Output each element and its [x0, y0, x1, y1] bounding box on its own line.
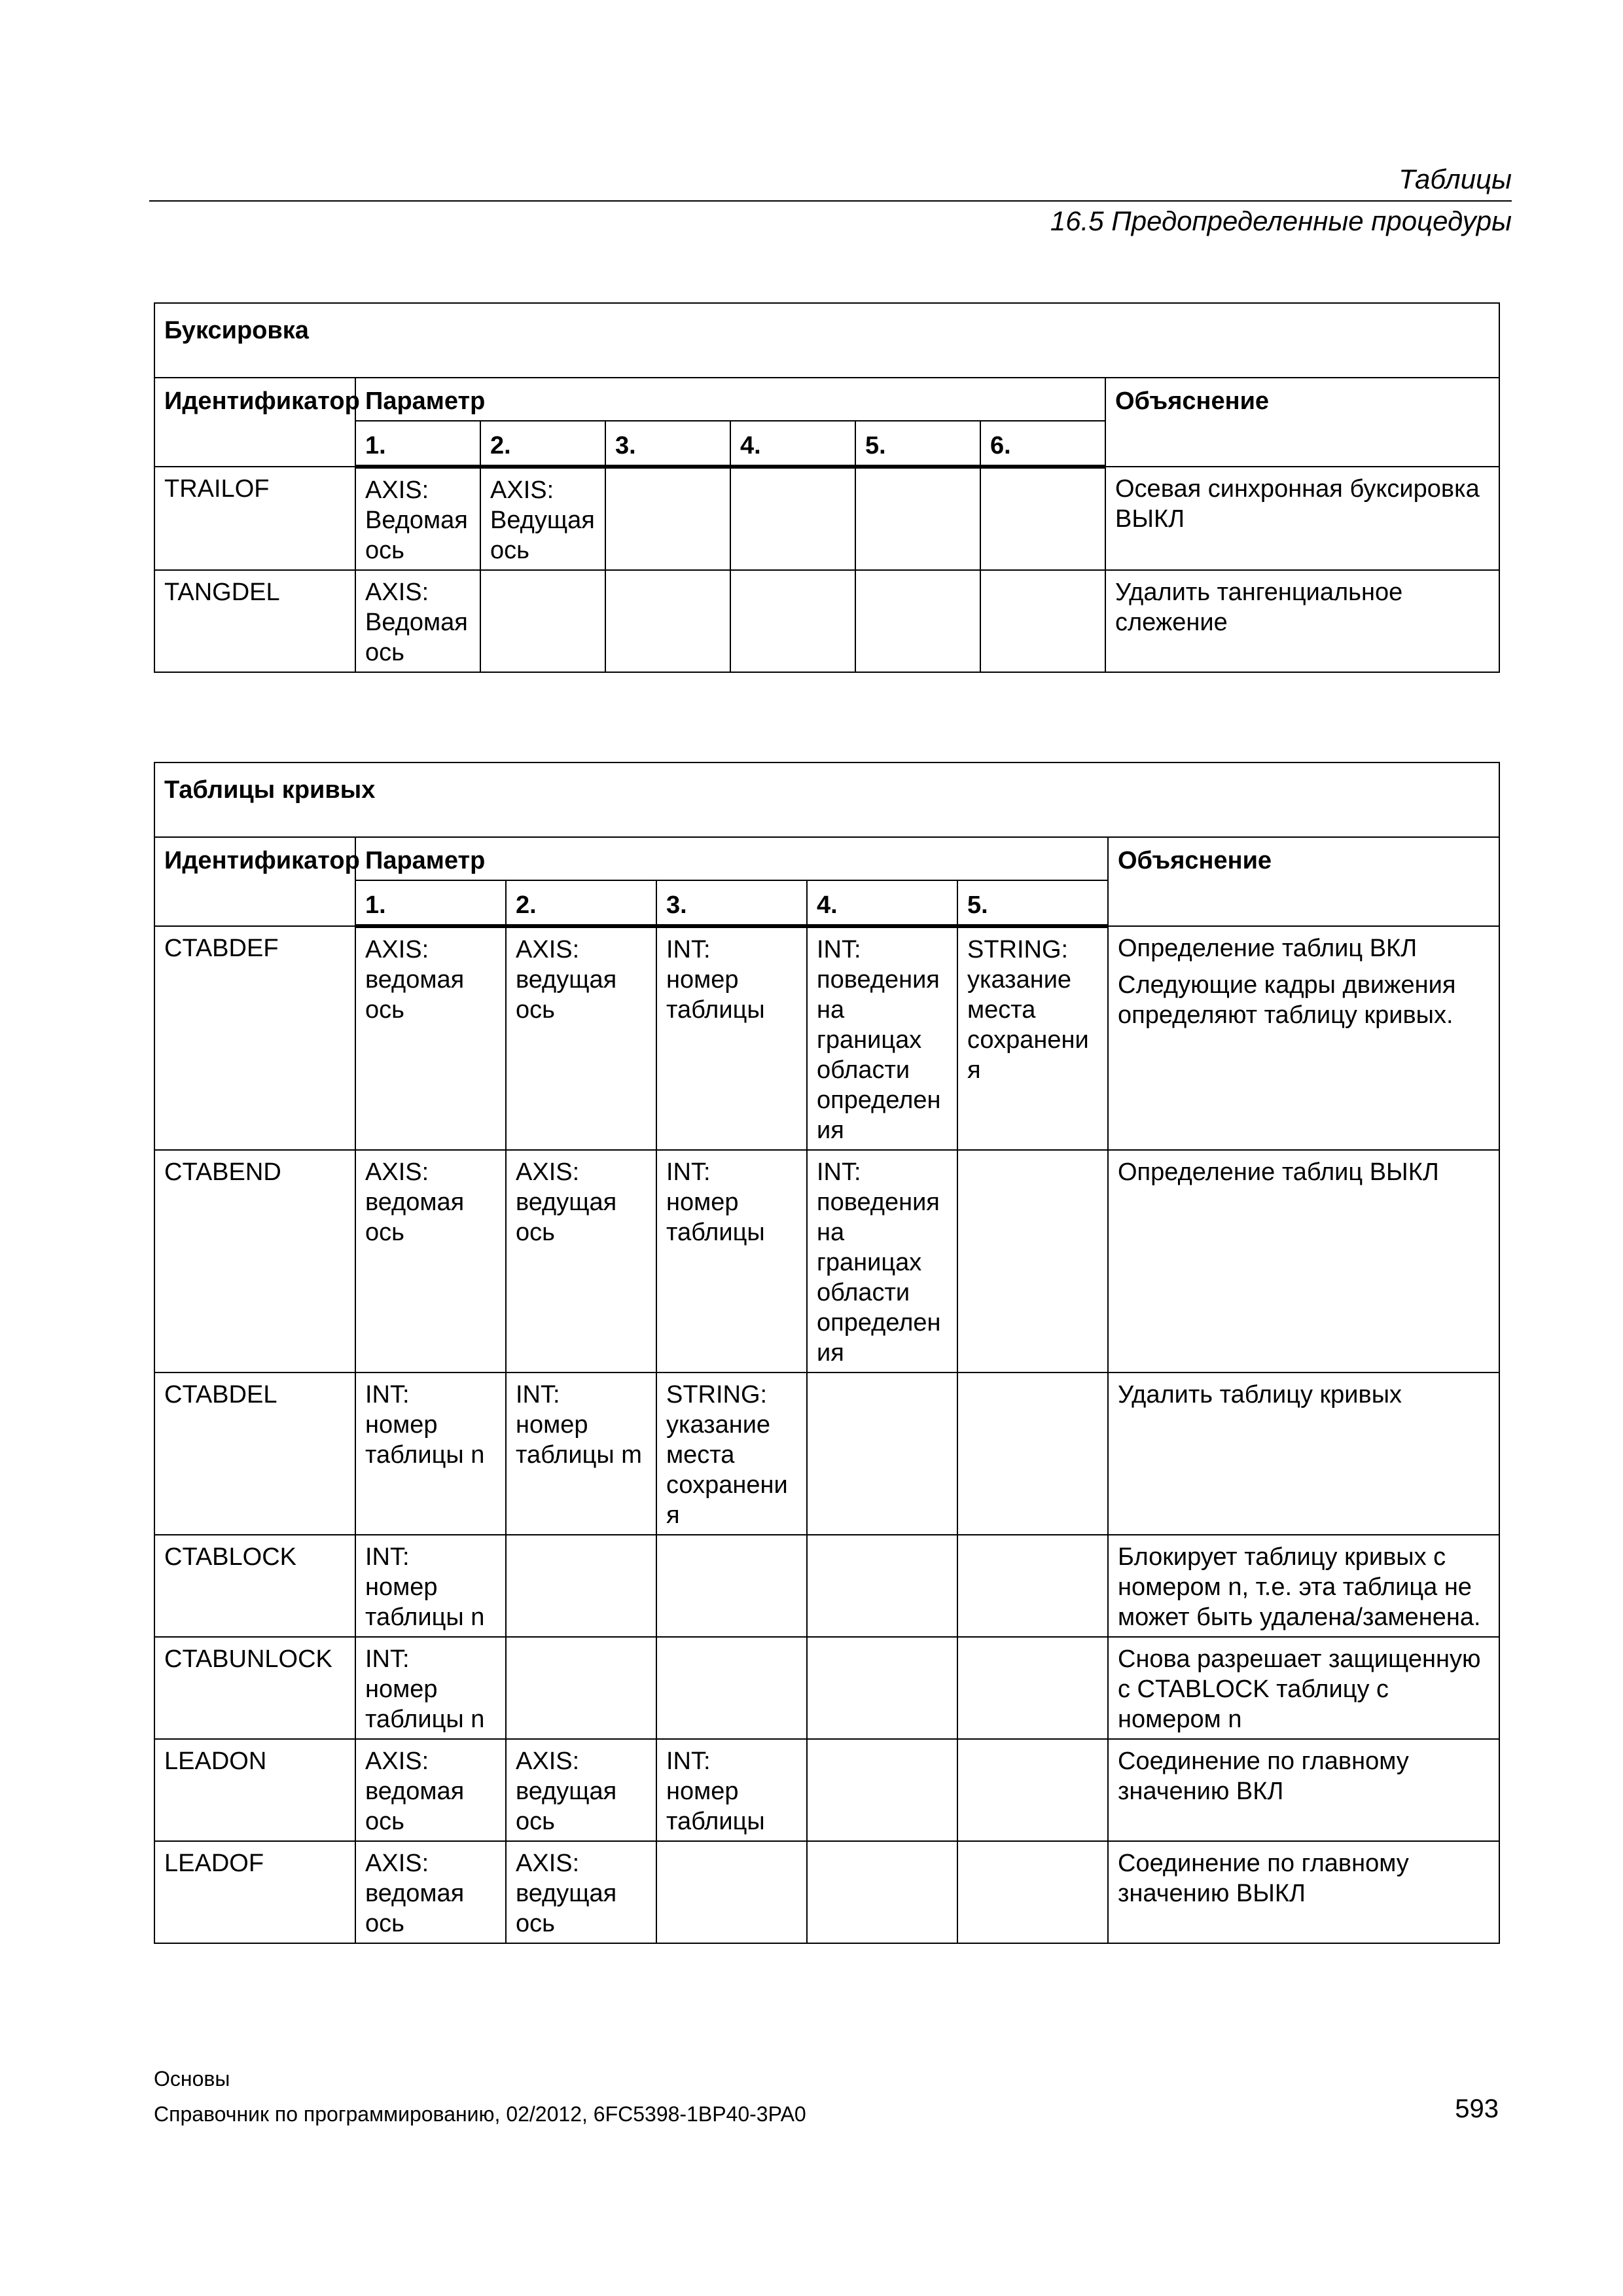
explanation-text: Соединение по главному значению ВКЛ: [1118, 1748, 1409, 1805]
identifier-cell: CTABLOCK: [154, 1535, 355, 1637]
param-cell: AXIS: ведущая ось: [506, 1841, 656, 1943]
col-header-parameter: Параметр: [355, 837, 1108, 880]
param-cell: INT: номер таблицы n: [355, 1372, 506, 1535]
param-cell: [807, 1841, 957, 1943]
param-cell: [957, 1841, 1108, 1943]
param-number: 1.: [355, 421, 480, 467]
param-cell: [656, 1637, 807, 1739]
param-cell: AXIS: ведущая ось: [506, 1150, 656, 1372]
table-caption: Буксировка: [154, 303, 1499, 378]
param-cell: [730, 467, 855, 570]
param-cell: [656, 1841, 807, 1943]
param-cell: [980, 467, 1105, 570]
col-header-explanation: Объяснение: [1108, 837, 1499, 926]
col-header-parameter: Параметр: [355, 378, 1105, 421]
explanation-text: Снова разрешает защищенную с CTABLOCK таблицу с номером n: [1118, 1645, 1481, 1733]
identifier-cell: CTABDEL: [154, 1372, 355, 1535]
param-cell: INT: номер таблицы m: [506, 1372, 656, 1535]
param-cell: [957, 1535, 1108, 1637]
param-cell: AXIS: ведомая ось: [355, 1150, 506, 1372]
param-cell: [855, 570, 980, 672]
param-number: 4.: [730, 421, 855, 467]
header-row: [154, 837, 1499, 880]
table-row: [154, 1150, 1499, 1372]
explanation-cell: [1108, 1150, 1499, 1372]
chapter-title: Таблицы: [1399, 164, 1512, 194]
explanation-cell: [1108, 926, 1499, 1150]
param-number: 1.: [355, 880, 506, 926]
header-row: [154, 378, 1499, 421]
param-cell: AXIS: Ведомая ось: [355, 570, 480, 672]
table-row: [154, 1372, 1499, 1535]
param-cell: [506, 1637, 656, 1739]
identifier-cell: TRAILOF: [154, 467, 355, 570]
table-row: [154, 1739, 1499, 1841]
param-cell: [730, 570, 855, 672]
explanation-cell: [1108, 1535, 1499, 1637]
param-cell: STRING: указание места сохранени я: [656, 1372, 807, 1535]
identifier-cell: LEADON: [154, 1739, 355, 1841]
explanation-text: Определение таблиц ВЫКЛ: [1118, 1158, 1439, 1186]
param-cell: [605, 467, 730, 570]
param-cell: AXIS: ведущая ось: [506, 1739, 656, 1841]
param-cell: AXIS: ведомая ось: [355, 926, 506, 1150]
param-cell: AXIS: Ведущая ось: [480, 467, 605, 570]
table-row: [154, 1535, 1499, 1637]
param-number: 2.: [506, 880, 656, 926]
table-row: [154, 570, 1499, 672]
param-number: 5.: [957, 880, 1108, 926]
section-title: 16.5 Предопределенные процедуры: [1050, 206, 1512, 236]
param-cell: [480, 570, 605, 672]
param-cell: [807, 1637, 957, 1739]
footer-doc-title: Основы: [154, 2067, 230, 2090]
param-cell: [957, 1150, 1108, 1372]
explanation-text: Определение таблиц ВКЛ: [1118, 935, 1418, 962]
table-row: [154, 467, 1499, 570]
curve-tables-table: [154, 762, 1500, 1944]
explanation-cell: [1108, 1372, 1499, 1535]
explanation-cell: [1108, 1841, 1499, 1943]
identifier-cell: TANGDEL: [154, 570, 355, 672]
param-cell: STRING: указание места сохранени я: [957, 926, 1108, 1150]
param-cell: INT: номер таблицы: [656, 1150, 807, 1372]
param-cell: [807, 1372, 957, 1535]
explanation-cell: [1108, 1739, 1499, 1841]
param-cell: AXIS: Ведомая ось: [355, 467, 480, 570]
explanation-cell: [1105, 570, 1499, 672]
param-cell: [656, 1535, 807, 1637]
identifier-cell: CTABUNLOCK: [154, 1637, 355, 1739]
param-cell: INT: номер таблицы n: [355, 1637, 506, 1739]
identifier-cell: LEADOF: [154, 1841, 355, 1943]
param-cell: AXIS: ведущая ось: [506, 926, 656, 1150]
param-cell: AXIS: ведомая ось: [355, 1841, 506, 1943]
identifier-cell: CTABDEF: [154, 926, 355, 1150]
param-number: 5.: [855, 421, 980, 467]
identifier-cell: CTABEND: [154, 1150, 355, 1372]
explanation-text: Удалить таблицу кривых: [1118, 1381, 1402, 1408]
param-cell: [506, 1535, 656, 1637]
towing-table: [154, 302, 1500, 673]
explanation-text: Следующие кадры движения определяют таблицу кривых.: [1118, 971, 1456, 1029]
param-cell: INT: номер таблицы: [656, 926, 807, 1150]
param-number: 3.: [605, 421, 730, 467]
footer-doc-info: Справочник по программированию, 02/2012, 6FC5398-1BP40-3PA0: [154, 2102, 806, 2126]
table-caption: Таблицы кривых: [154, 762, 1499, 837]
param-cell: AXIS: ведомая ось: [355, 1739, 506, 1841]
param-cell: [980, 570, 1105, 672]
table-row: [154, 926, 1499, 1150]
param-cell: INT: номер таблицы n: [355, 1535, 506, 1637]
table-row: [154, 1637, 1499, 1739]
param-cell: [855, 467, 980, 570]
explanation-text: Удалить тангенциальное слежение: [1115, 579, 1403, 636]
param-number: 2.: [480, 421, 605, 467]
param-cell: [957, 1637, 1108, 1739]
param-cell: [807, 1739, 957, 1841]
caption-row: [154, 762, 1499, 837]
param-cell: [807, 1535, 957, 1637]
page-number: 593: [1455, 2094, 1499, 2123]
param-cell: INT: поведения на границах области определен ия: [807, 926, 957, 1150]
param-number: 6.: [980, 421, 1105, 467]
explanation-cell: [1108, 1637, 1499, 1739]
param-cell: [957, 1739, 1108, 1841]
explanation-text: Соединение по главному значению ВЫКЛ: [1118, 1850, 1409, 1907]
param-cell: [957, 1372, 1108, 1535]
col-header-identifier: Идентификатор: [154, 837, 355, 926]
explanation-text: Блокирует таблицу кривых с номером n, т.е. эта таблица не может быть удалена/заменена.: [1118, 1543, 1481, 1631]
param-cell: [605, 570, 730, 672]
param-cell: INT: номер таблицы: [656, 1739, 807, 1841]
caption-row: [154, 303, 1499, 378]
col-header-identifier: Идентификатор: [154, 378, 355, 467]
table-row: [154, 1841, 1499, 1943]
col-header-explanation: Объяснение: [1105, 378, 1499, 467]
param-number: 3.: [656, 880, 807, 926]
header-rule: [149, 200, 1512, 202]
param-number: 4.: [807, 880, 957, 926]
explanation-cell: [1105, 467, 1499, 570]
explanation-text: Осевая синхронная буксировка ВЫКЛ: [1115, 475, 1480, 533]
param-cell: INT: поведения на границах области определен ия: [807, 1150, 957, 1372]
